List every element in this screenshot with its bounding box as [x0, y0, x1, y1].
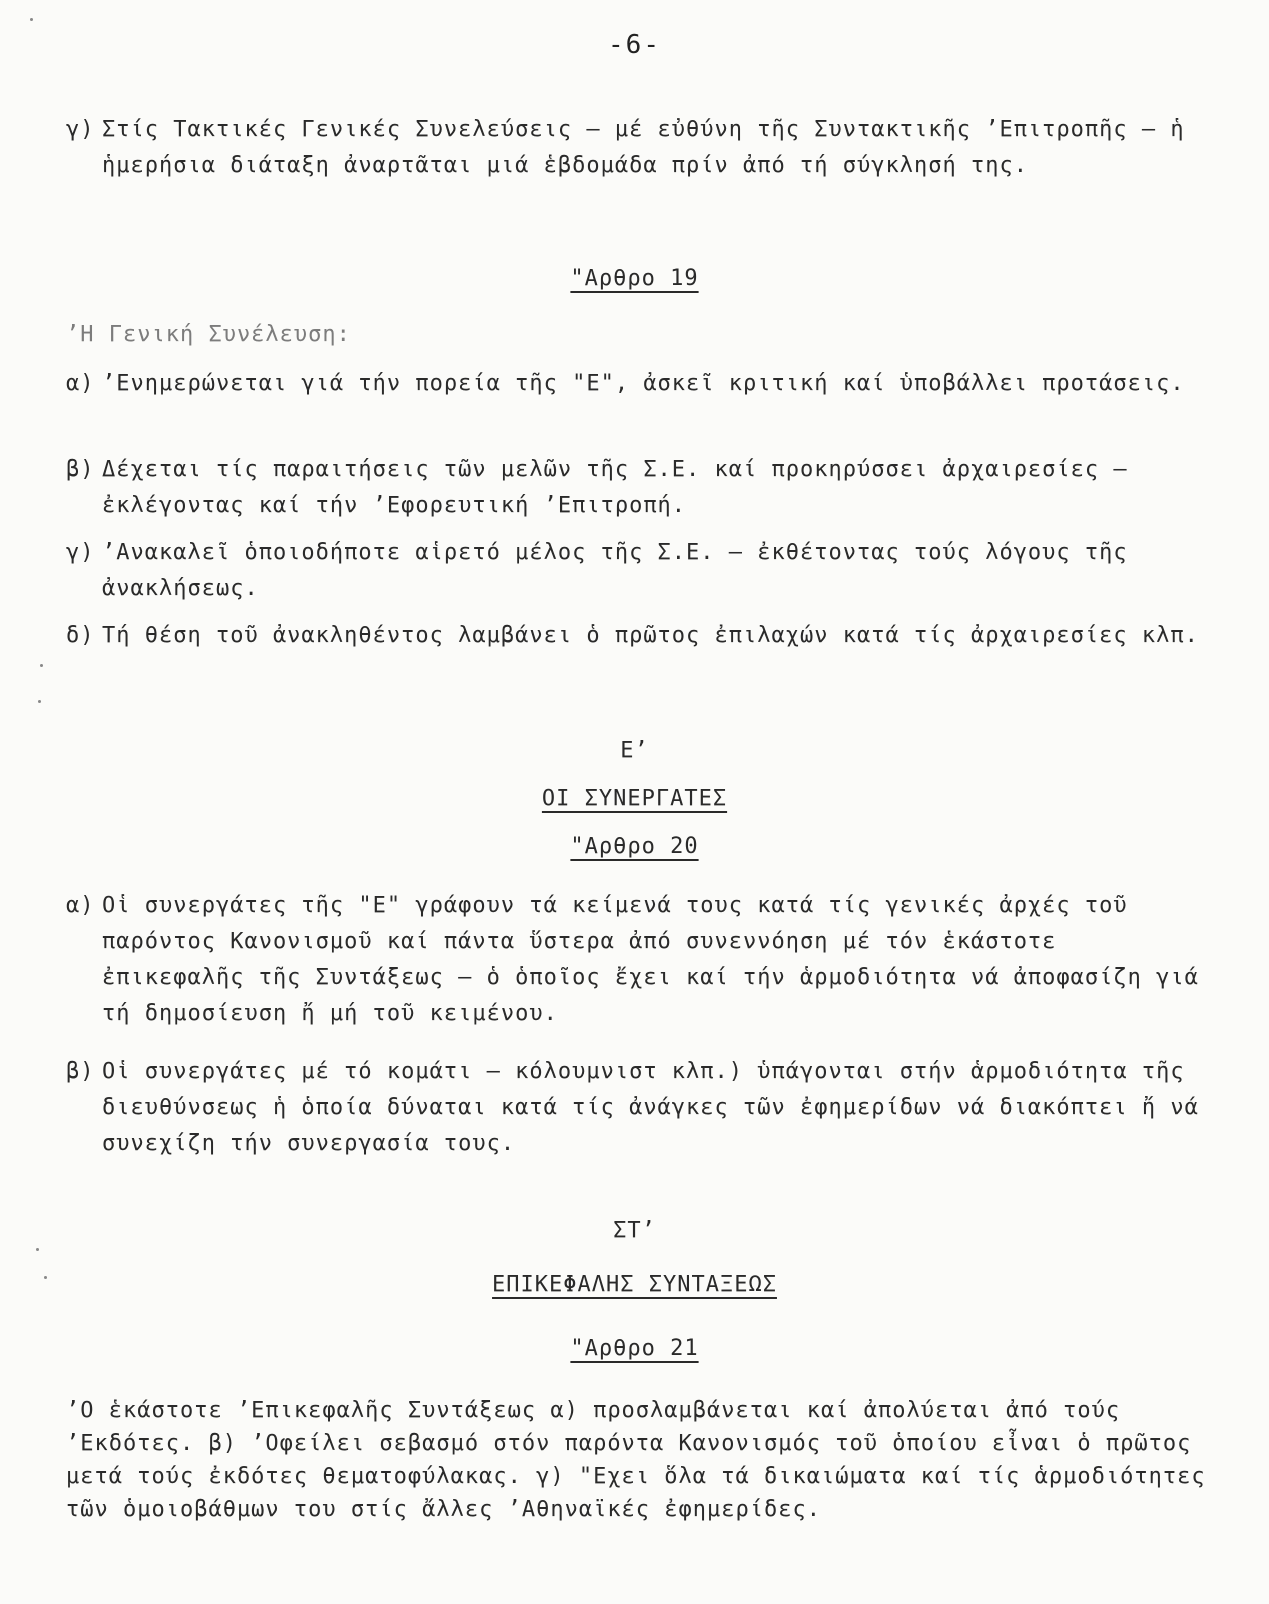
- article-heading: [0, 834, 1269, 859]
- item-marker: γ): [66, 540, 95, 565]
- item-marker: β): [66, 457, 95, 482]
- list-item: [66, 535, 1206, 607]
- item-text: Οἱ συνεργάτες τῆς "Ε" γράφουν τά κείμενά τους κατά τίς γενικές ἀρχές τοῦ παρόντος Κανονισμοῦ καί πάντα ὕστερα ἀπό συνεννόηση μέ τόν ἑκάστοτε ἐπικεφαλῆς τῆς Συντάξεως – ὁ ὁποῖος ἔχει καί τήν ἁρμοδιότητα νά ἀποφασίζη γιά τή δημοσίευση ἤ μή τοῦ κειμένου.: [102, 893, 1199, 1026]
- article-heading: [0, 1336, 1269, 1361]
- page-number: -6-: [608, 30, 661, 60]
- article-heading: [0, 266, 1269, 291]
- scan-speck: [44, 1276, 47, 1279]
- item-marker: α): [66, 893, 95, 918]
- article-paragraph: ’Ο ἑκάστοτε ’Επικεφαλῆς Συντάξεως α) προσλαμβάνεται καί ἀπολύεται ἀπό τούς ’Εκδότες. β) ’Οφείλει σεβασμό στόν παρόντα Κανονισμός τοῦ ὁποίου εἶναι ὁ πρῶτος μετά τούς ἐκδότες θεματοφύλακας. γ) "Εχει ὅλα τά δικαιώματα καί τίς ἁρμοδιότητες τῶν ὁμοιοβάθμων του στίς ἄλλες ’Αθηναϊκές ἐφημερίδες.: [66, 1398, 1206, 1522]
- chapter-title: [0, 786, 1269, 811]
- list-item: [66, 888, 1206, 1032]
- chapter-letter: ΣΤ’: [613, 1218, 656, 1243]
- chapter-letter: Ε’: [620, 738, 649, 763]
- chapter-title-text: ΟΙ ΣΥΝΕΡΓΑΤΕΣ: [541, 786, 728, 811]
- item-text: Στίς Τακτικές Γενικές Συνελεύσεις – μέ εὐθύνη τῆς Συντακτικῆς ’Επιτροπῆς – ἡ ἡμερήσια διάταξη ἀναρτᾶται μιά ἑβδομάδα πρίν ἀπό τή σύγκλησή της.: [102, 117, 1185, 178]
- item-text: Οἱ συνεργάτες μέ τό κομάτι – κόλουμνιστ κλπ.) ὑπάγονται στήν ἁρμοδιότητα τῆς διευθύνσεως ἡ ὁποία δύναται κατά τίς ἀνάγκες τῶν ἐφημερίδων νά διακόπτει ἤ νά συνεχίζη τήν συνεργασία τους.: [102, 1059, 1199, 1156]
- chapter-title-text: ΕΠΙΚΕΦΑΛΗΣ ΣΥΝΤΑΞΕΩΣ: [492, 1272, 777, 1297]
- article-heading-text: "Αρθρο 19: [570, 266, 699, 291]
- list-item: [66, 366, 1206, 402]
- scan-speck: [30, 18, 33, 21]
- scan-speck: [40, 664, 43, 667]
- list-item: [66, 618, 1206, 654]
- list-item: [66, 452, 1206, 524]
- scan-speck: [38, 700, 41, 703]
- item-text: Τή θέση τοῦ ἀνακληθέντος λαμβάνει ὁ πρῶτος ἐπιλαχών κατά τίς ἀρχαιρεσίες κλπ.: [102, 623, 1199, 648]
- item-text: ’Ενημερώνεται γιά τήν πορεία τῆς "Ε", ἀσκεῖ κριτική καί ὑποβάλλει προτάσεις.: [102, 371, 1185, 396]
- item-text: Δέχεται τίς παραιτήσεις τῶν μελῶν τῆς Σ.Ε. καί προκηρύσσει ἀρχαιρεσίες – ἐκλέγοντας καί τήν ’Εφορευτική ’Επιτροπή.: [102, 457, 1128, 518]
- item-marker: δ): [66, 623, 95, 648]
- item-marker: α): [66, 371, 95, 396]
- article-heading-text: "Αρθρο 20: [570, 834, 699, 859]
- chapter-title: [0, 1272, 1269, 1297]
- list-item: [66, 1054, 1206, 1162]
- item-marker: β): [66, 1059, 95, 1084]
- item-marker: γ): [66, 117, 95, 142]
- item-text: ’Ανακαλεῖ ὁποιοδήποτε αἱρετό μέλος τῆς Σ.Ε. – ἐκθέτοντας τούς λόγους τῆς ἀνακλήσεως.: [102, 540, 1128, 601]
- article-intro: ’Η Γενική Συνέλευση:: [66, 322, 351, 347]
- scan-speck: [36, 1248, 39, 1251]
- list-item: [66, 112, 1206, 184]
- article-heading-text: "Αρθρο 21: [570, 1336, 699, 1361]
